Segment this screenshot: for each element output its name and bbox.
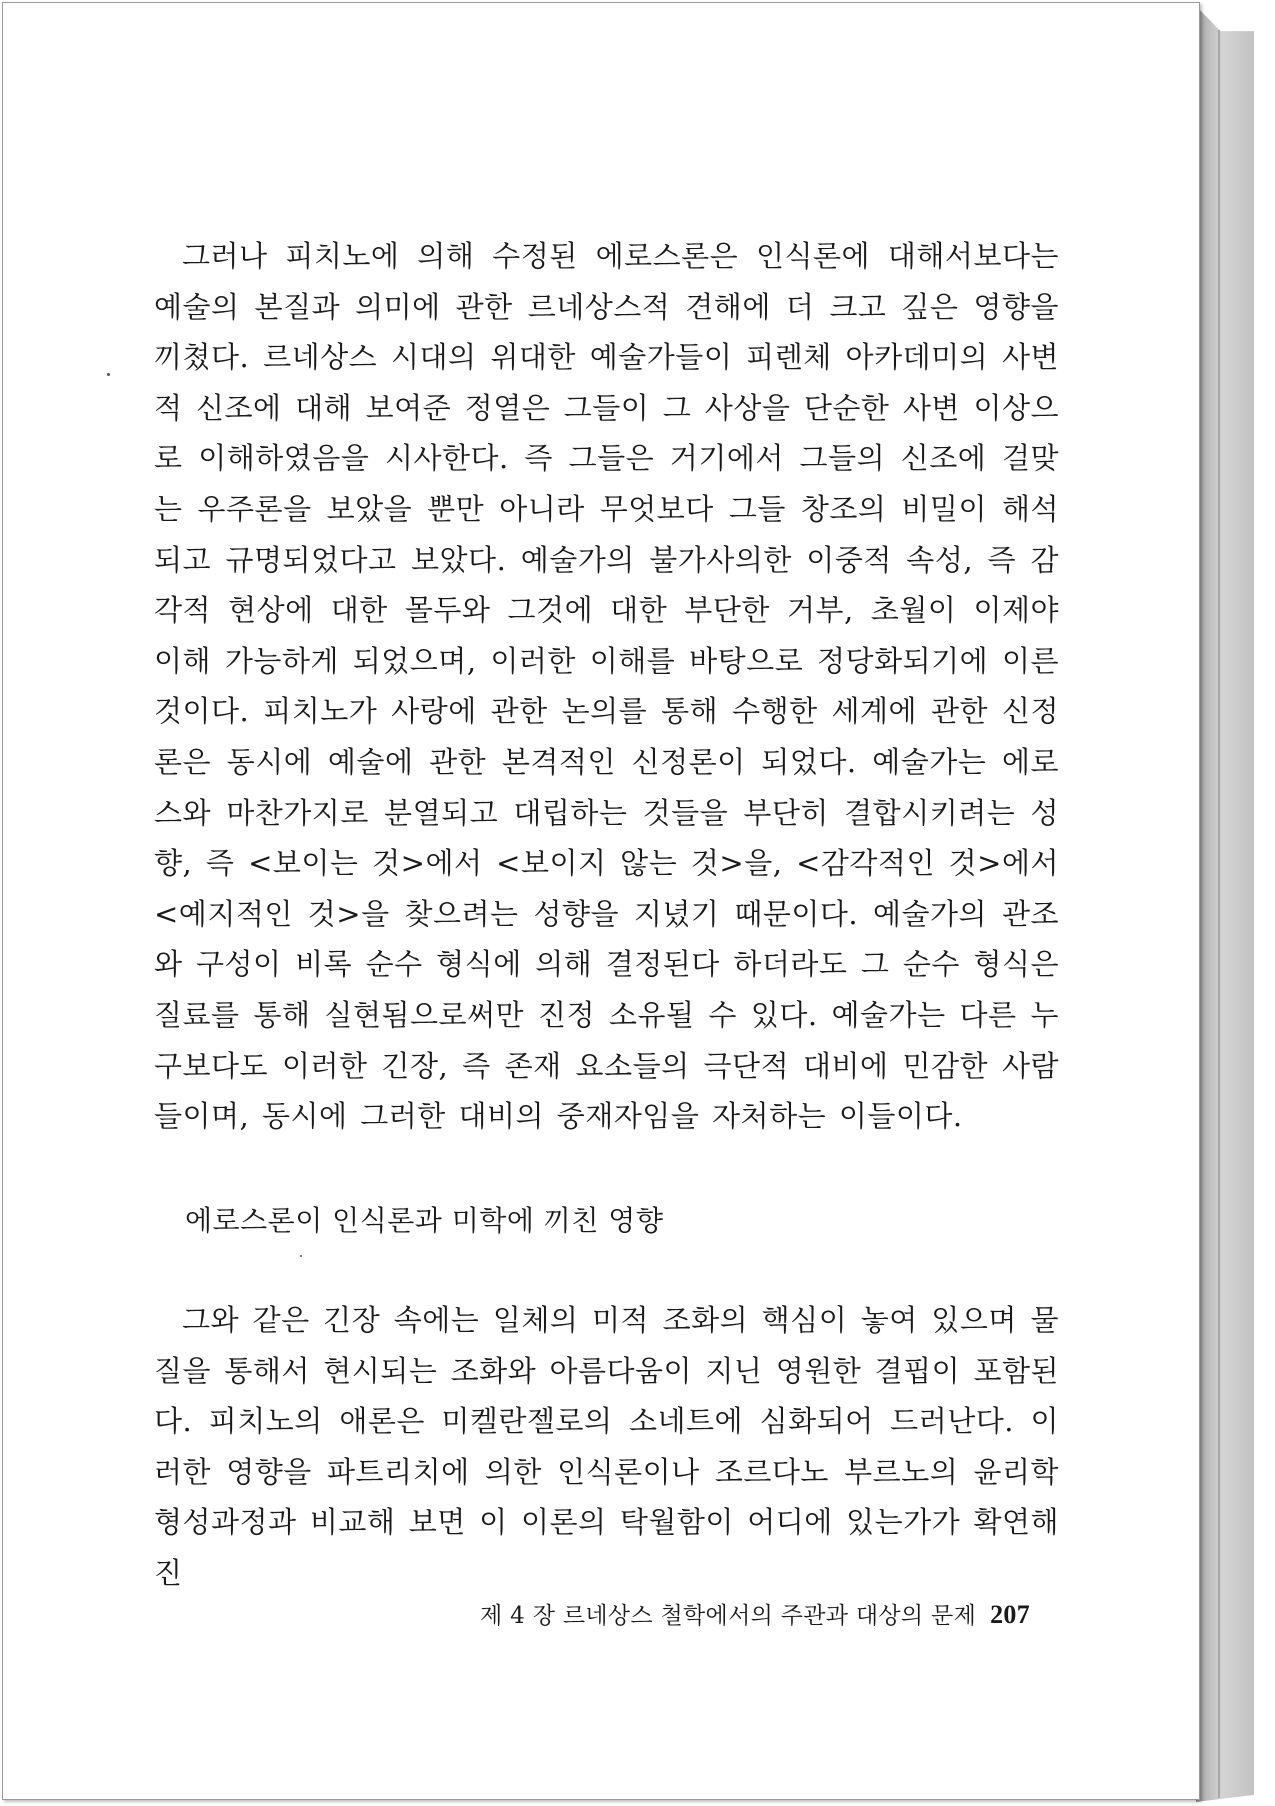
body-paragraph-1: 그러나 피치노에 의해 수정된 에로스론은 인식론에 대해서보다는 예술의 본질과 의미에 관한 르네상스적 견해에 더 크고 깊은 영향을 끼쳤다. 르네상스 시대의 위대한 예술가들이 피렌체 아카데미의 사변적 신조에 대해 보여준 정열은 그들이 그 사상을 단순한 사변 이상으로 이해하였음을 시사한다. 즉 그들은 거기에서 그들의 신조에 걸맞는 우주론을 보았을 뿐만 아니라 무엇보다 그들 창조의 비밀이 해석되고 규명되었다고 보았다. 예술가의 불가사의한 이중적 속성, 즉 감각적 현상에 대한 몰두와 그것에 대한 부단한 거부, 초월이 이제야 이해 가능하게 되었으며, 이러한 이해를 바탕으로 정당화되기에 이른 것이다. 피치노가 사랑에 관한 논의를 통해 수행한 세계에 관한 신정론은 동시에 예술에 관한 본격적인 신정론이 되었다. 예술가는 에로스와 마찬가지로 분열되고 대립하는 것들을 부단히 결합시키려는 성향, 즉 <보이는 것>에서 <보이지 않는 것>을, <감각적인 것>에서 <예지적인 것>을 찾으려는 성향을 지녔기 때문이다. 예술가의 관조와 구성이 비록 순수 형식에 의해 결정된다 하더라도 그 순수 형식은 질료를 통해 실현됨으로써만 진정 소유될 수 있다. 예술가는 다른 누구보다도 이러한 긴장, 즉 존재 요소들의 극단적 대비에 민감한 사람들이며, 동시에 그러한 대비의 중재자임을 자처하는 이들이다. <box>154 239 1059 1134</box>
body-paragraph-2: 그와 같은 긴장 속에는 일체의 미적 조화의 핵심이 놓여 있으며 물질을 통해서 현시되는 조화와 아름다움이 지닌 영원한 결핍이 포함된다. 피치노의 애론은 미켈란젤로의 소네트에 심화되어 드러난다. 이러한 영향을 파트리치에 의한 인식론이나 조르다노 부르노의 윤리학 형성과정과 비교해 보면 이 이론의 탁월함이 어디에 있는가가 확연해진 <box>154 1303 1059 1590</box>
section-heading: 에로스론이 인식론과 미학에 끼친 영향 <box>185 1204 664 1237</box>
page-number: 207 <box>990 1600 1030 1629</box>
scan-speck <box>107 373 110 376</box>
page-edge-line <box>1218 30 1220 1798</box>
page-edge-shadow <box>1196 6 1254 1802</box>
scan-speck <box>300 1255 302 1257</box>
page-footer <box>480 1597 1030 1630</box>
book-page <box>2 2 1200 1800</box>
running-head: 제 4 장 르네상스 철학에서의 주관과 대상의 문제 <box>480 1603 977 1629</box>
